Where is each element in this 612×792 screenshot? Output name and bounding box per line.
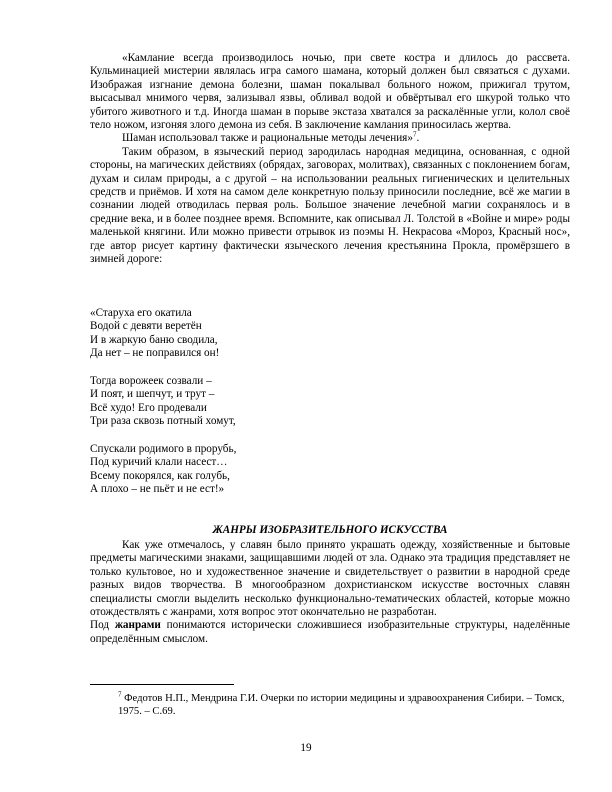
quote-paragraph: «Камлание всегда производилось ночью, при свете костра и длилось до рассвета. Кульминацией мистерии являлась игра самого шамана, который должен был связаться с духами. Изображая изгнание демона болезни, шаман покалывал больного ножом, прижигал трутом, высасывал мнимого червя, зализывал язвы, обливал водой и обвёртывал его шкурой только что убитого животного и т.д. Иногда шаман в порыве экстаза хватался за раскалённые угли, колол своё тело ножом, изгоняя злого демона из себя. В заключение камлания приносилась жертва. <box>90 52 570 132</box>
poem-line: Тогда ворожеек созвали – <box>90 375 212 387</box>
body-paragraph: Таким образом, в языческий период зародилась народная медицина, основанная, с одной стороны, на магических действиях (обрядах, заговорах, молитвах), связанных с поклонением богам, духам и силам природы, а с другой – на использовании реальных гигиенических и целительных средств и приёмов. И хотя на самом деле конкретную пользу приносили последние, всё же магии в сознании людей отводилась первая роль. Большое значение лечебной магии сохранялось и в средние века, и в более позднее время. Вспомните, как описывал Л. Толстой в «Войне и мире» роды маленькой княгини. Или можно привести отрывок из поэмы Н. Некрасова «Мороз, Красный нос», где автор рисует картину фактически языческого лечения крестьянина Прокла, промёрзшего в зимней дороге: <box>90 145 570 266</box>
poem-line: «Старуха его окатила <box>90 307 192 319</box>
poem-line: Всему покорялся, как голубь, <box>90 469 230 482</box>
bold-term: жанрами <box>114 619 161 632</box>
section-body <box>90 539 570 646</box>
poem-stanza-1 <box>90 307 570 361</box>
poem-line: Под куричий клали насест… <box>90 456 228 469</box>
footnote-divider <box>90 684 234 685</box>
quote-block <box>90 52 570 267</box>
section-paragraph: Как уже отмечалось, у славян было принято украшать одежду, хозяйственные и бытовые предметы магическими знаками, защищавшими людей от зла. Однако эта традиция представляет не только культовое, но и художественное значение и свидетельствует о развитии в народной среде разных видов творчества. В многообразном дохристианском искусстве восточных славян специалисты смогли выделить несколько функционально-тематических областей, которые можно отождествлять с жанрами, хотя вопрос этот окончательно не разработан. <box>90 539 570 619</box>
poem-stanza-3 <box>90 443 570 497</box>
section-title: ЖАНРЫ ИЗОБРАЗИТЕЛЬНОГО ИСКУССТВА <box>212 524 448 536</box>
poem-line: А плохо – не пьёт и не ест!» <box>90 483 225 496</box>
footnote-number: 7 <box>118 690 122 699</box>
quote-closing-paragraph: Шаман использовал также и рациональные методы лечения»$^7$. <box>122 130 420 145</box>
poem-line: И в жаркую баню сводила, <box>90 333 218 346</box>
footnote <box>118 692 570 718</box>
page-number: 19 <box>300 742 312 754</box>
quote-closing-text: Шаман использовал также и рациональные методы лечения» <box>122 132 413 145</box>
poem-line: И поят, и шепчут, и трут – <box>90 388 215 401</box>
footnote-ref: 7 <box>412 130 417 139</box>
section-definition-paragraph: Под жанрами понимаются исторически сложившиеся изобразительные структуры, наделённые определённым смыслом. <box>90 619 570 645</box>
footnote-text: Федотов Н.П., Мендрина Г.И. Очерки по истории медицины и здравоохранения Сибири. – Томск, 1975. – С.69. <box>118 693 565 717</box>
poem-line: Водой с девяти веретён <box>90 320 202 333</box>
poem-line: Всё худо! Его продевали <box>90 401 207 414</box>
poem-line: Спускали родимого в прорубь, <box>90 443 237 455</box>
poem-stanza-2 <box>90 375 570 429</box>
poem-line: Да нет – не поправился он! <box>90 347 220 360</box>
poem-line: Три раза сквозь потный хомут, <box>90 415 236 428</box>
